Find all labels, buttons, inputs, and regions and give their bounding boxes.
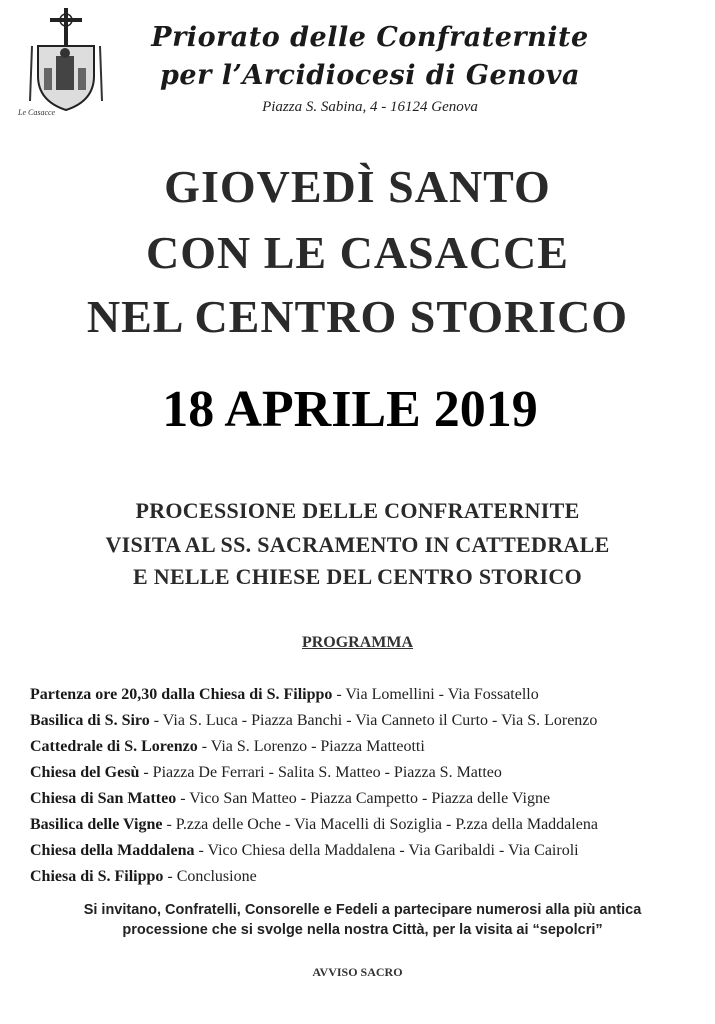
route-stop: Partenza ore 20,30 dalla Chiesa di S. Filippo [30,686,333,703]
route-path: - Via S. Luca - Piazza Banchi - Via Canneto il Curto - Via S. Lorenzo [149,712,598,729]
route-stop: Chiesa del Gesù [30,764,140,781]
org-name-line2: per l’Arcidiocesi di Genova [160,60,580,91]
route-stop: Chiesa di San Matteo [30,790,177,807]
route-path: - P.zza delle Oche - Via Macelli di Soziglia - P.zza della Maddalena [162,816,598,833]
route-row [30,708,710,734]
route-row [30,786,710,812]
confraternity-cross-logo [20,6,115,116]
title-line3: NEL CENTRO STORICO [86,291,629,342]
route-stop: Basilica delle Vigne [30,816,163,833]
event-date: 18 APRILE 2019 [162,381,538,438]
route-row [30,734,710,760]
route-stop: Cattedrale di S. Lorenzo [30,738,198,755]
route-path: - Via S. Lorenzo - Piazza Matteotti [197,738,425,755]
route-path: - Conclusione [163,868,257,885]
route-row [30,760,710,786]
title-line1: GIOVEDÌ SANTO [164,161,551,212]
route-path: - Vico San Matteo - Piazza Campetto - Piazza delle Vigne [176,790,551,807]
subtitle-line2: VISITA AL SS. SACRAMENTO IN CATTEDRALE [105,532,610,557]
footer-notice: AVVISO SACRO [312,965,403,979]
title-line2: CON LE CASACCE [146,227,569,278]
route-stop: Basilica di S. Siro [30,712,150,729]
route-row [30,682,710,708]
invitation-line2: processione che si svolge nella nostra Città, per la visita ai “sepolcri” [122,922,603,938]
route-path: - Piazza De Ferrari - Salita S. Matteo - Piazza S. Matteo [139,764,502,781]
org-name-line1: Priorato delle Confraternite [151,22,589,53]
org-address: Piazza S. Sabina, 4 - 16124 Genova [262,99,478,115]
route-row [30,864,710,890]
programma-heading: PROGRAMMA [301,634,414,651]
subtitle-line3: E NELLE CHIESE DEL CENTRO STORICO [132,564,583,589]
route-row [30,812,710,838]
route-stop: Chiesa di S. Filippo [30,868,164,885]
invitation-text [20,900,705,940]
route-path: - Vico Chiesa della Maddalena - Via Garibaldi - Via Cairoli [194,842,579,859]
route-path: - Via Lomellini - Via Fossatello [332,686,539,703]
route-list [30,682,710,890]
route-row [30,838,710,864]
logo-caption: Le Casacce [18,108,56,117]
subtitle-line1: PROCESSIONE DELLE CONFRATERNITE [135,498,580,523]
header [0,0,715,125]
route-stop: Chiesa della Maddalena [30,842,195,859]
invitation-line1: Si invitano, Confratelli, Consorelle e Fedeli a partecipare numerosi alla più antica [83,902,642,918]
